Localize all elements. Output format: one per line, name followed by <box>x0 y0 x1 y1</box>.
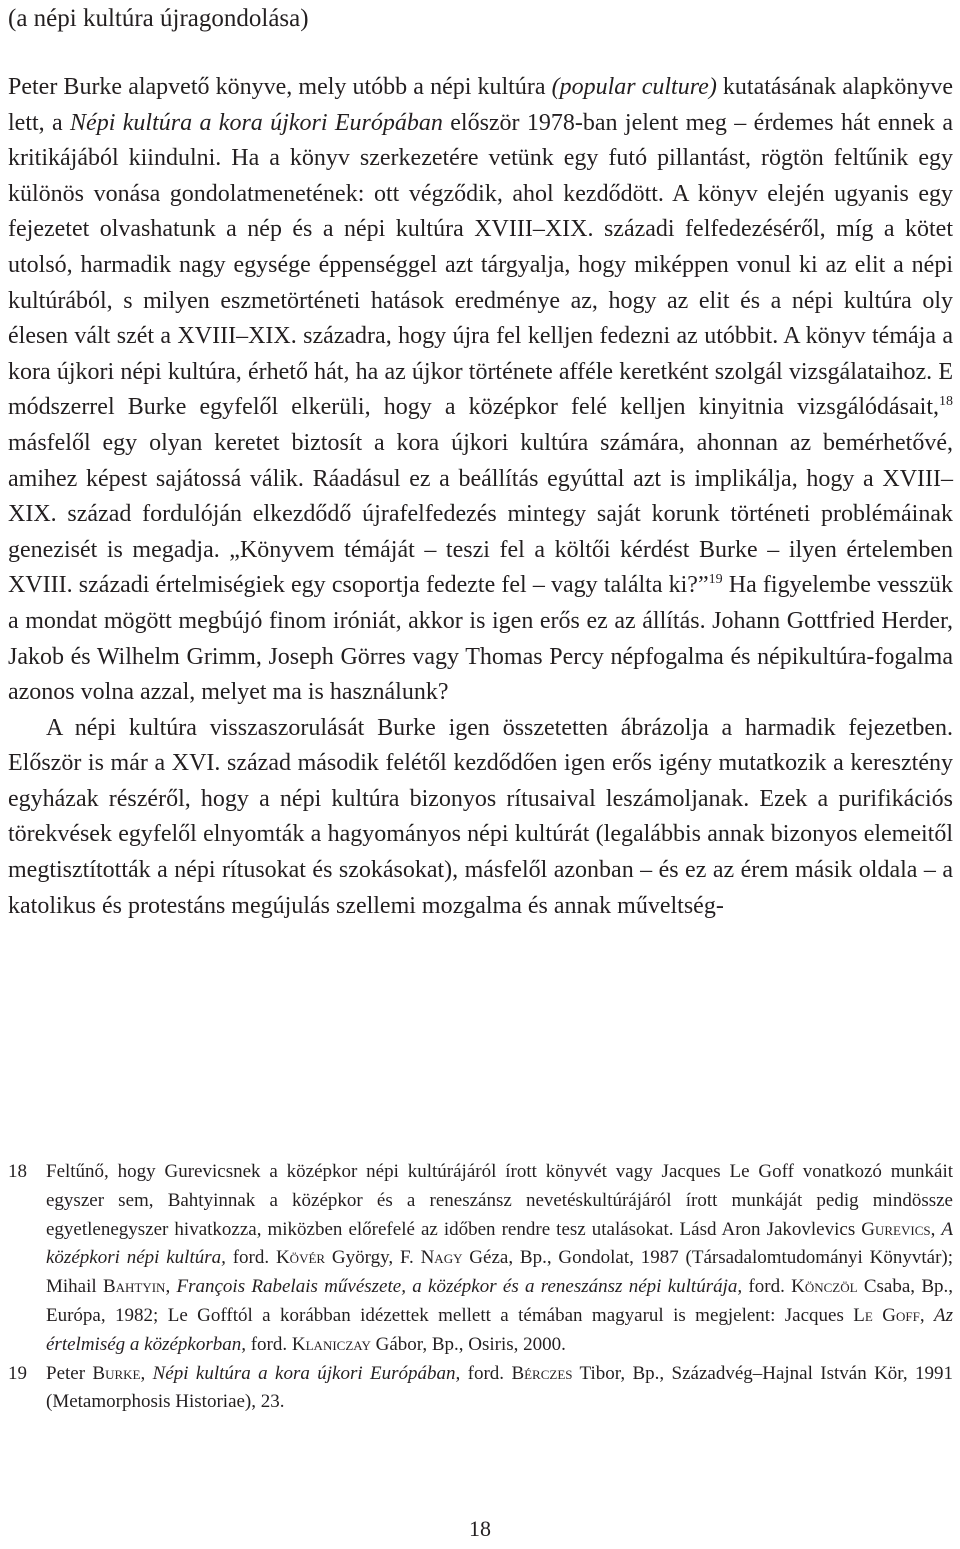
author-surname: Bérczes <box>511 1362 573 1384</box>
author-surname: Gurevics <box>861 1218 931 1240</box>
text-run: kutatásának alapkönyve lett, a <box>8 74 953 136</box>
author-surname: Burke <box>92 1362 141 1384</box>
text-run: , <box>930 1218 942 1240</box>
text-run: Géza, Bp., Gondolat, 1987 (Társadalomtudományi Könyvtár); Mihail <box>46 1247 953 1298</box>
author-surname: Kövér <box>275 1247 326 1269</box>
author-surname: Le Goff <box>853 1304 920 1326</box>
text-run: ford. <box>742 1276 792 1298</box>
footnote-number: 18 <box>8 1161 27 1182</box>
text-run: Ha figyelembe vesszük a mondat mögött megbújó finom iróniát, akkor is igen erős ez az állítás. Johann Gottfried Herder, Jakob és Wilhelm Grimm, Joseph Görres vagy Thomas Percy népfogalma és népikultúra-fogalma azonos volna azzal, melyet ma is használunk? <box>8 572 954 706</box>
text-run: Peter Burke alapvető könyve, mely utóbb a népi kultúra <box>8 74 552 100</box>
footnote-18 <box>8 1158 953 1360</box>
italic-title: François Rabelais művészete, a középkor és a reneszánsz népi kultúrája, <box>176 1276 743 1298</box>
text-run: másfelől egy olyan keretet biztosít a kora újkori kultúra számára, ahonnan az bemérhetővé, amihez képest sajátossá válik. Ráadásul ez a beállítás egyúttal azt is implikálja, hogy a XVIII–XIX. század fordulóján elkezdődő újrafelfedezés mintegy saját korunk történeti problémáinak genezisét is megadja. „Könyvem témáját – teszi fel a költői kérdést Burke – ilyen értelemben XVIII. századi értelmiségiek egy csoportja fedezte fel – vagy találta ki?” <box>8 429 953 599</box>
italic-title: Az értelmiség a középkorban, <box>46 1304 953 1355</box>
text-run: Tibor, Bp., Századvég–Hajnal István Kör, 1991 (Metamorphosis Historiae), 23. <box>46 1362 954 1413</box>
author-surname: Bahtyin <box>102 1276 166 1298</box>
text-run: ford. <box>225 1247 276 1269</box>
text-run: , <box>165 1276 177 1298</box>
text-run: Peter <box>46 1362 93 1384</box>
text-run: ford. <box>460 1362 512 1384</box>
author-surname: Könczöl <box>791 1276 858 1298</box>
italic-title: A középkori népi kultúra, <box>46 1218 954 1269</box>
text-run: György, F. <box>325 1247 421 1269</box>
section-heading: (a népi kultúra újragondolása) <box>8 5 309 32</box>
footnote-19 <box>8 1360 953 1418</box>
text-run: ford. <box>245 1333 292 1355</box>
footnotes <box>8 1158 953 1417</box>
footnote-text <box>46 1360 953 1418</box>
italic-title: Népi kultúra a kora újkori Európában, <box>152 1362 461 1384</box>
footnote-number: 19 <box>8 1362 27 1384</box>
footnote-reference: 18 <box>939 394 953 410</box>
text-run: Gábor, Bp., Osiris, 2000. <box>370 1333 566 1355</box>
text-run: Csaba, Bp., Európa, 1982; Le Gofftól a korábban idézettek mellett a témában magyarul is megjelent: Jacques <box>46 1276 954 1326</box>
text-run: , <box>919 1304 934 1326</box>
author-surname: Nagy <box>420 1247 463 1269</box>
paragraph-1 <box>8 70 953 711</box>
italic-title: Népi kultúra a kora újkori Európában <box>70 109 443 136</box>
paragraph-2: A népi kultúra visszaszorulását Burke igen összetetten ábrázolja a harmadik fejezetben. Először is már a XVI. század második felétől kezdődően igen erős igény mutatkozik a keresztény egyházak részéről, hogy a népi kultúra bizonyos rítusaival leszámoljanak. Ezek a purifikációs törekvések egyfelől elnyomták a hagyományos népi kultúrát (legalábbis annak bizonyos elemeitől megtisztították a népi rítusokat és szokásokat), másfelől azonban – és ez az érem másik oldala – a katolikus és protestáns megújulás szellemi mozgalma és annak műveltség- <box>8 714 953 919</box>
text-run: , <box>140 1362 153 1384</box>
text-run: először 1978-ban jelent meg – érdemes hát ennek a kritikájából kiindulni. Ha a könyv szerkezetére vetünk egy futó pillantást, rögtön feltűnik egy különös vonása gondolatmenetének: ott végződik, ahol kezdődött. A könyv elején ugyanis egy fejezetet olvashatunk a nép és a népi kultúra XVIII–XIX. századi felfedezéséről, míg a kötet utolsó, harmadik nagy egysége éppenséggel azt tárgyalja, hogy miképpen vonul ki az elit a népi kultúrából, s milyen eszmetörténeti hatások eredménye az, hogy az elit és a népi kultúra oly élesen vált szét a XVIII–XIX. századra, hogy újra fel kelljen fedezni az utóbbit. A könyv témája a kora újkori népi kultúra, érhető hát, ha az újkor története afféle keretként szolgál vizsgálataihoz. E módszerrel Burke egyfelől elkerüli, hogy a középkor felé kelljen kinyitnia vizsgálódásait, <box>8 109 954 421</box>
author-surname: Klaniczay <box>291 1333 371 1355</box>
text-run: Feltűnő, hogy Gurevicsnek a középkor népi kultúrájáról írott könyvét vagy Jacques Le Goff vonatkozó munkáit egyszer sem, Bahtyinnak a középkor és a reneszánsz nevetéskultúrájáról írott munkáját pedig mindössze egyetlenegyszer hivatkozza, miközben előrefelé az időben rendre tesz utalásokat. Lásd Aron Jakovlevics <box>46 1161 953 1240</box>
footnote-reference: 19 <box>708 572 723 588</box>
footnote-text <box>46 1158 953 1360</box>
italic-title: (popular culture) <box>551 74 717 100</box>
page-number: 18 <box>469 1516 491 1541</box>
body-text <box>8 70 953 924</box>
